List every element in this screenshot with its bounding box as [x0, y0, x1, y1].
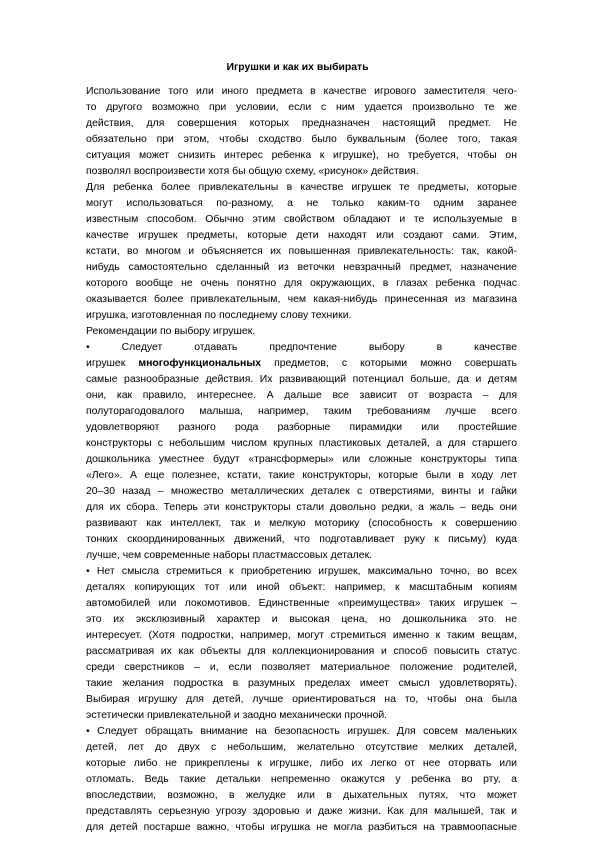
- text-line: [86, 356, 517, 372]
- text-line: ситуация может снизить интерес ребенка к игрушке), но требуется, чтобы он: [86, 150, 517, 161]
- text-fragment: игрушек: [86, 358, 139, 369]
- text-line: кстати, во многом и объясняется их повышенная привлекательность: так, какой-: [86, 246, 517, 257]
- text-line: впоследствии, возможно, в желудке или в дыхательных путях, что может: [86, 790, 517, 801]
- text-line: известным способом. Обычно этим свойством обладают и те используемые в: [86, 214, 517, 225]
- text-line: действия, для совершения которых предназначен настоящий предмет. Не: [86, 118, 517, 129]
- text-fragment: предметов, с которыми можно совершать: [261, 358, 517, 369]
- text-line: оказывается более привлекательным, чем какая-нибудь принесенная из магазина: [86, 294, 517, 305]
- text-line: лучше, чем современные наборы пластмассовых деталек.: [86, 550, 373, 561]
- document-body: [86, 84, 517, 836]
- text-line: отломать. Ведь такие детальки непременно окажутся у ребенка во рту, а: [86, 774, 517, 785]
- text-line: игрушка, изготовленная по последнему слову техники.: [86, 310, 352, 321]
- text-line: рассматривая их как объекты для коллекционирования и способ повысить статус: [86, 646, 517, 657]
- text-line: самые разнообразные действия. Их развивающий потенциал больше, да и детям: [86, 374, 517, 385]
- text-line: Для ребенка более привлекательны в качестве игрушек те предметы, которые: [86, 182, 517, 193]
- text-line: конструкторы с небольшим числом крупных пластиковых деталей, а для старшего: [86, 438, 517, 449]
- page-title: Игрушки и как их выбирать: [226, 62, 369, 73]
- text-line: интересует. (Хотя подростки, например, могут стремиться именно к таким вещам,: [86, 630, 517, 641]
- text-line: среди сверстников – и, если позволяет материальное положение родителей,: [86, 662, 517, 673]
- text-line: представлять серьезную угрозу здоровью и даже жизни. Как для малышей, так и: [86, 806, 517, 817]
- text-line: могут использоваться по-разному, а не только каким-то одним заранее: [86, 198, 517, 209]
- text-line: позволял воспроизвести хотя бы общую схему, «рисунок» действия.: [86, 166, 419, 177]
- text-line: обязательно при этом, чтобы сходство было буквальным (более того, такая: [86, 134, 517, 145]
- text-line: такие желания подростка в разумных пределах имеет смысл удовлетворять).: [86, 678, 517, 689]
- bullet-item-line: • Следует отдавать предпочтение выбору в качестве: [86, 342, 517, 353]
- text-line: для их сбора. Теперь эти конструкторы стали довольно редки, а жаль – ведь они: [86, 502, 517, 513]
- emphasis-text: многофункциональных: [138, 358, 262, 369]
- text-line: они, как правило, интереснее. А дальше все зависит от возраста – для: [86, 390, 517, 401]
- text-line: дошкольника уместнее будут «трансформеры» или сложные конструкторы типа: [86, 454, 517, 465]
- text-line: то другого возможно при условии, если с ним удается произвольно те же: [86, 102, 517, 113]
- text-line: удовлетворяют разного рода разборные пирамидки или простейшие: [86, 422, 517, 433]
- text-line: которые либо не прикреплены к игрушке, либо их легко от нее оторвать или: [86, 758, 517, 769]
- bullet-item-line: • Следует обращать внимание на безопасность игрушек. Для совсем маленьких: [86, 726, 517, 737]
- text-line: Использование того или иного предмета в качестве игрового заместителя чего-: [86, 86, 517, 97]
- text-line: которого вообще не очень понятно для окружающих, в глазах ребенка подчас: [86, 278, 517, 289]
- text-line: «Лего». А еще полезнее, кстати, такие конструкторы, которые были в ходу лет: [86, 470, 517, 481]
- text-line: Выбирая игрушку для детей, лучше ориентироваться на то, чтобы она была: [86, 694, 517, 705]
- text-line: полуторагодовалого малыша, например, таким требованиям лучше всего: [86, 406, 517, 417]
- text-line: тонких скоординированных движений, что подготавливает руку к письму) куда: [86, 534, 517, 545]
- recommendations-heading: Рекомендации по выбору игрушек.: [86, 326, 256, 337]
- text-line: детей, лет до двух с небольшим, желательно отсутствие мелких деталей,: [86, 742, 517, 753]
- text-line: деталях копирующих тот или иной объект: например, к масштабным копиям: [86, 582, 517, 593]
- text-line: эстетически привлекательной и заодно механически прочной.: [86, 710, 388, 721]
- text-line: развивают как интеллект, так и мелкую моторику (способность к совершению: [86, 518, 517, 529]
- bullet-item-line: • Нет смысла стремиться к приобретению игрушек, максимально точно, во всех: [86, 566, 517, 577]
- text-line: для детей постарше важно, чтобы игрушка не могла разбиться на травмоопасные: [86, 822, 517, 833]
- text-line: автомобилей или локомотивов. Единственные «преимущества» таких игрушек –: [86, 598, 517, 609]
- text-line: нибудь самостоятельно сделанный из веточки невзрачный предмет, назначение: [86, 262, 517, 273]
- text-line: качестве игрушек предметы, которые дети находят или создают сами. Этим,: [86, 230, 517, 241]
- text-line: это их эксклюзивный характер и высокая цена, но дошкольника это не: [86, 614, 517, 625]
- text-line: 20–30 назад – множество металлических деталек с отверстиями, винты и гайки: [86, 486, 517, 497]
